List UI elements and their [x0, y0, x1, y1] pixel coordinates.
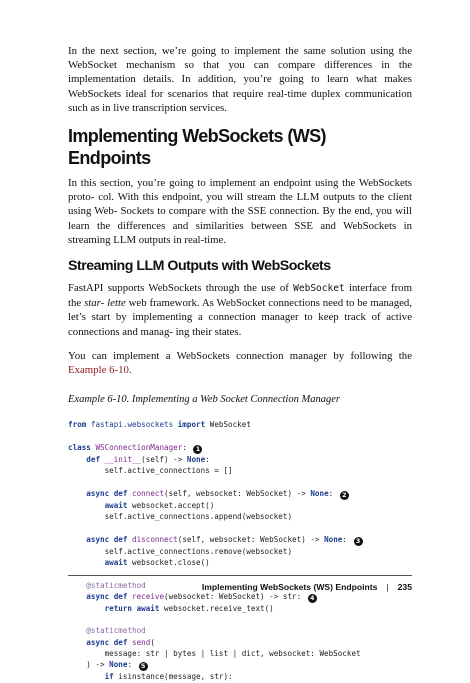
- callout-4-icon: 4: [308, 594, 317, 603]
- text-line: In this section, you’re going to implement an endpoint using the WebSockets proto-: [68, 177, 412, 204]
- text-line: in real-time.: [173, 233, 227, 246]
- code-text: WebSocket: [205, 420, 251, 430]
- text-run: You can implement a WebSockets connection manager by following the: [68, 349, 412, 362]
- text-line: require real-time duplex communication such as in live transcription services.: [68, 87, 412, 114]
- page-number: 235: [397, 582, 412, 592]
- italic-term: star-: [84, 297, 105, 310]
- code-text: fastapi.websockets: [86, 420, 178, 430]
- code-keyword: from: [68, 420, 87, 430]
- inline-code: WebSocket: [293, 283, 345, 295]
- text-line: col. With this endpoint, you will stream the LLM outputs to the client using Web-: [68, 191, 412, 218]
- text-line: In the next section, we’re going to implement the same solution using the WebSocket: [68, 45, 412, 72]
- code-class-name: WSConnectionManager: [95, 442, 183, 452]
- footer-separator: |: [386, 582, 389, 592]
- callout-5-icon: 5: [139, 662, 148, 671]
- example-caption: Example 6-10. Implementing a Web Socket Connection Manager: [68, 394, 340, 406]
- text-line: mechanism so that you can compare differences in the implementation details. In: [68, 59, 413, 86]
- example-paragraph: [68, 349, 412, 377]
- text-run: .: [128, 364, 132, 377]
- text-run: interface from the: [68, 282, 412, 310]
- text-run: FastAPI supports WebSockets through the use of: [68, 282, 294, 295]
- text-line: differences and similarities between SSE and WebSockets in streaming LLM outputs: [68, 219, 413, 246]
- code-keyword: import: [177, 420, 206, 430]
- callout-1-icon: 1: [193, 445, 202, 454]
- text-line: addition, you’re going to learn what makes WebSockets ideal for scenarios that: [68, 73, 412, 100]
- page-footer: [68, 575, 412, 592]
- text-run: implementing a connection manager to keep track of active connections and manag-: [68, 311, 412, 338]
- section-paragraph: [68, 176, 412, 247]
- example-link[interactable]: Example 6-10: [68, 364, 129, 377]
- code-block: from fastapi.websockets import WebSocket class WSConnectionManager: 1 def __init__(self) -> None: self.active_connections = [] async def connect(self, websocket: WebSocket) -> None: 2 await websocket.accept() self.active_connections.append(websocket) async def disconnect(self, websocket: WebSocket) -> None: 3 self.active_connections.remove(websocket) await websocket.close() @staticmethod async def receive(websocket: WebSocket) -> str: 4 return await websocket.receive_text() @staticmethod async def send( message: str | bytes | list | dict, websocket: WebSocket ) -> None: 5 if isinstance(message, str):: [68, 420, 361, 682]
- section-heading: Implementing WebSockets (WS) Endpoints: [68, 126, 326, 169]
- text-line: Sockets to compare with the SSE connection. By the end, you will learn the: [68, 205, 412, 232]
- text-run: ing their states.: [175, 325, 242, 338]
- callout-3-icon: 3: [354, 537, 363, 546]
- callout-2-icon: 2: [340, 491, 349, 500]
- italic-term: lette: [107, 297, 126, 310]
- text-run: web framework. As WebSocket connections need to be managed, let’s start by: [68, 297, 413, 324]
- code-keyword: class: [68, 442, 91, 452]
- fastapi-paragraph: [68, 281, 412, 339]
- footer-text: [202, 582, 412, 592]
- intro-paragraph: [68, 44, 412, 115]
- subsection-heading: Streaming LLM Outputs with WebSockets: [68, 258, 331, 275]
- footer-chapter-title: Implementing WebSockets (WS) Endpoints: [201, 582, 378, 592]
